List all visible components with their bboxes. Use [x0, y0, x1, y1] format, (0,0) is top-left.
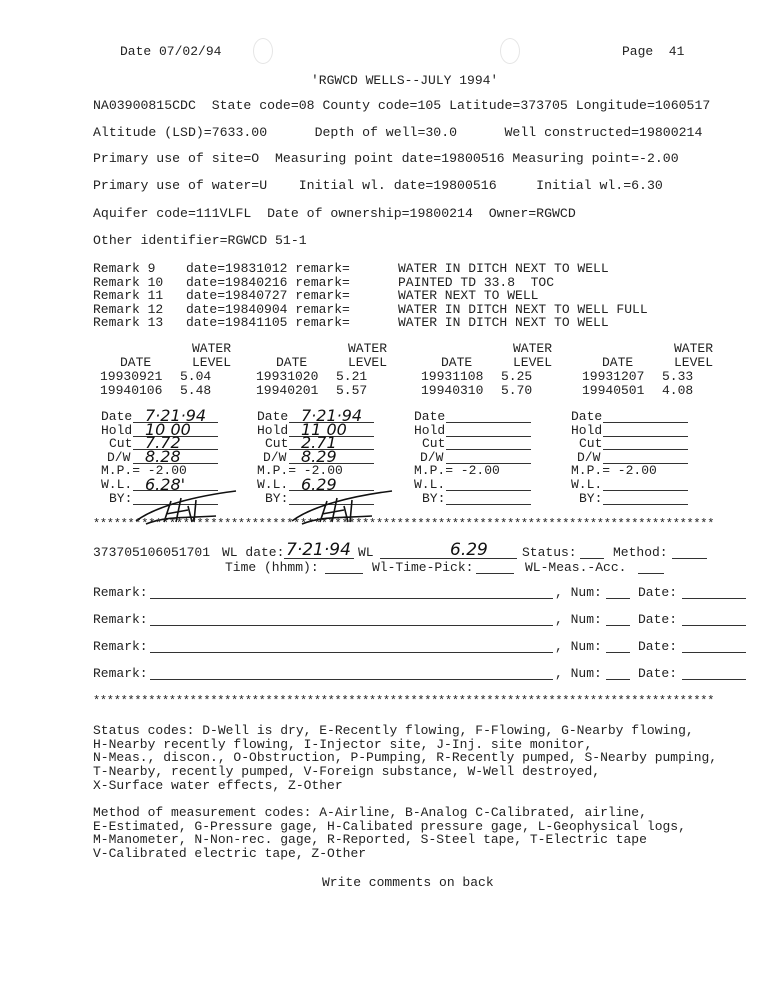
wl-field[interactable] [380, 558, 517, 559]
remark-line-label: Remark: [93, 639, 148, 654]
wl-field[interactable] [446, 490, 531, 491]
remark-text: WATER IN DITCH NEXT TO WELL [398, 261, 609, 276]
remark-date: date=19840727 remark= [186, 288, 350, 304]
remark-line-label: Remark: [93, 666, 148, 681]
separator: ****************************************************************************************** [93, 518, 715, 531]
remark-input[interactable] [150, 598, 553, 599]
history-level: 5.04 [180, 369, 212, 384]
history-date: 19940106 [100, 383, 163, 398]
date-label: Date: [638, 585, 678, 600]
entry-hold: 10 00 [145, 419, 191, 439]
remark-line-label: Remark: [93, 585, 148, 600]
cut-field[interactable] [446, 449, 531, 450]
date-input[interactable] [682, 625, 746, 626]
remark-label: Remark 9 [93, 261, 156, 276]
history-level: 5.57 [336, 383, 368, 398]
remark-input[interactable] [150, 652, 553, 653]
col-header-water: WATER [674, 341, 714, 356]
label-cut: Cut [422, 436, 446, 451]
history-date: 19931207 [582, 369, 645, 384]
date-label: Date: [638, 666, 678, 681]
col-header-level: LEVEL [348, 355, 388, 370]
label-date: Date [101, 409, 133, 424]
separator: ****************************************************************************************** [93, 695, 715, 708]
footer-note: Write comments on back [322, 875, 494, 890]
label-mp: M.P.= -2.00 [414, 463, 500, 478]
history-date: 19940201 [256, 383, 319, 398]
status-field[interactable] [580, 558, 604, 559]
by-field[interactable] [446, 504, 531, 505]
col-header-water: WATER [192, 341, 232, 356]
history-date: 19940501 [582, 383, 645, 398]
history-level: 5.33 [662, 369, 694, 384]
remark-label: Remark 11 [93, 288, 164, 304]
label-hold: Hold [414, 422, 446, 438]
site-line-6: Other identifier=RGWCD 51-1 [93, 233, 307, 248]
remark-label: Remark 13 [93, 315, 164, 331]
cut-field[interactable] [603, 449, 688, 450]
site-line-3: Primary use of site=O Measuring point date=19800516 Measuring point=-2.00 [93, 151, 679, 166]
pick-field[interactable] [476, 573, 514, 574]
page-number: Page 41 [622, 44, 685, 59]
col-header-level: LEVEL [192, 355, 232, 370]
print-date: Date 07/02/94 [120, 44, 222, 59]
history-date: 19940310 [421, 383, 484, 398]
col-header-date: DATE [602, 355, 634, 370]
label-dw: D/W [107, 449, 131, 465]
label-cut: Cut [109, 436, 133, 451]
status-code-line: H-Nearby recently flowing, I-Injector site, J-Inj. site monitor, [93, 736, 593, 752]
remark-text: PAINTED TD 33.8 TOC [398, 274, 555, 290]
date-label: Date: [638, 612, 678, 627]
site-line-5: Aquifer code=111VLFL Date of ownership=19800214 Owner=RGWCD [93, 206, 576, 221]
method-field[interactable] [672, 558, 707, 559]
status-code-line: X-Surface water effects, Z-Other [93, 777, 343, 793]
label-by: BY: [422, 491, 446, 506]
remark-label: Remark 12 [93, 301, 164, 317]
date-input[interactable] [682, 679, 746, 680]
hold-field[interactable] [446, 436, 531, 437]
status-code-line: Status codes: D-Well is dry, E-Recently flowing, F-Flowing, G-Nearby flowing, [93, 723, 694, 738]
label-hold: Hold [257, 422, 289, 438]
remark-date: date=19840216 remark= [186, 274, 350, 290]
label-dw: D/W [577, 449, 601, 465]
date-input[interactable] [682, 598, 746, 599]
history-date: 19931108 [421, 369, 484, 384]
label-wl: W.L. [414, 477, 446, 492]
punch-hole [253, 38, 273, 64]
entry-dw: 8.28 [145, 446, 181, 466]
remark-input[interactable] [150, 679, 553, 680]
wl-date-label: WL date: [222, 545, 285, 560]
date-field[interactable] [446, 422, 531, 423]
history-level: 4.08 [662, 383, 694, 398]
date-label: Date: [638, 639, 678, 654]
num-input[interactable] [606, 598, 630, 599]
label-mp: M.P.= -2.00 [571, 463, 657, 478]
history-level: 5.21 [336, 369, 368, 384]
remark-text: WATER NEXT TO WELL [398, 288, 539, 304]
num-label: , Num: [555, 585, 602, 600]
page-title: 'RGWCD WELLS--JULY 1994' [311, 73, 499, 88]
method-code-line: V-Calibrated electric tape, Z-Other [93, 846, 367, 862]
status-code-line: N-Meas., discon., O-Obstruction, P-Pumping, R-Recently pumped, S-Nearby pumping, [93, 750, 718, 766]
wl-label: WL [358, 545, 374, 560]
entry-wl: 6.28' [145, 475, 186, 494]
col-header-level: LEVEL [674, 355, 714, 370]
time-label: Time (hhmm): [225, 560, 319, 575]
entry-wl: 6.29 [301, 475, 337, 494]
label-wl: W.L. [571, 477, 603, 492]
num-label: , Num: [555, 666, 602, 681]
history-level: 5.48 [180, 383, 212, 398]
site-line-4: Primary use of water=U Initial wl. date=19800516 Initial wl.=6.30 [93, 178, 663, 193]
remark-date: date=19841105 remark= [186, 315, 350, 331]
punch-hole [500, 38, 520, 64]
history-date: 19930921 [100, 369, 163, 384]
method-label: Method: [613, 545, 668, 560]
remark-date: date=19831012 remark= [186, 261, 350, 276]
history-date: 19931020 [256, 369, 319, 384]
by-field[interactable] [603, 504, 688, 505]
entry-date: 7·21·94 [145, 406, 207, 425]
remark-date: date=19840904 remark= [186, 301, 350, 317]
col-header-date: DATE [276, 355, 308, 370]
wl-date-value: 7·21·94 [286, 540, 351, 560]
date-input[interactable] [682, 652, 746, 653]
remark-input[interactable] [150, 625, 553, 626]
label-by: BY: [109, 491, 133, 506]
hold-field[interactable] [603, 436, 688, 437]
num-input[interactable] [606, 625, 630, 626]
col-header-water: WATER [513, 341, 553, 356]
remark-text: WATER IN DITCH NEXT TO WELL [398, 315, 609, 331]
label-date: Date [571, 409, 603, 424]
num-label: , Num: [555, 639, 602, 654]
label-wl: W.L. [101, 477, 133, 492]
pick-label: Wl-Time-Pick: [372, 560, 474, 575]
site-line-2: Altitude (LSD)=7633.00 Depth of well=30.0 Well constructed=19800214 [93, 125, 703, 140]
wl-value: 6.29 [450, 540, 488, 560]
wl-field[interactable] [603, 490, 688, 491]
acc-label: WL-Meas.-Acc. [525, 560, 627, 575]
label-date: Date [257, 409, 289, 424]
col-header-date: DATE [120, 355, 152, 370]
label-by: BY: [579, 491, 603, 506]
num-input[interactable] [606, 652, 630, 653]
label-hold: Hold [571, 422, 603, 438]
site-line-1: NA03900815CDC State code=08 County code=105 Latitude=373705 Longitude=1060517 [93, 98, 711, 113]
status-code-line: T-Nearby, recently pumped, V-Foreign substance, W-Well destroyed, [93, 764, 601, 780]
remark-text: WATER IN DITCH NEXT TO WELL FULL [398, 301, 648, 317]
col-header-water: WATER [348, 341, 388, 356]
entry-cut: 7.72 [145, 433, 181, 452]
history-level: 5.25 [501, 369, 533, 384]
method-code-line: E-Estimated, G-Pressure gage, H-Calibated pressure gage, L-Geophysical logs, [93, 818, 686, 834]
entry-cut: 2.71 [301, 433, 337, 452]
label-hold: Hold [101, 422, 133, 438]
label-wl: W.L. [257, 477, 289, 492]
date-field[interactable] [603, 422, 688, 423]
label-mp: M.P.= -2.00 [101, 463, 187, 478]
remark-label: Remark 10 [93, 274, 164, 290]
label-dw: D/W [420, 449, 444, 465]
status-label: Status: [522, 545, 577, 560]
label-cut: Cut [265, 436, 289, 451]
history-level: 5.70 [501, 383, 533, 398]
entry-date: 7·21·94 [301, 406, 363, 425]
site-id: 373705106051701 [93, 545, 211, 560]
acc-field[interactable] [638, 573, 664, 574]
label-by: BY: [265, 491, 289, 506]
method-code-line: Method of measurement codes: A-Airline, B-Analog C-Calibrated, airline, [93, 805, 647, 820]
num-label: , Num: [555, 612, 602, 627]
num-input[interactable] [606, 679, 630, 680]
entry-hold: 11 00 [301, 419, 347, 439]
label-dw: D/W [263, 449, 287, 465]
method-code-line: M-Manometer, N-Non-rec. gage, R-Reported, S-Steel tape, T-Electric tape [93, 832, 647, 848]
label-mp: M.P.= -2.00 [257, 463, 343, 478]
col-header-date: DATE [441, 355, 473, 370]
time-field[interactable] [325, 573, 363, 574]
entry-dw: 8.29 [301, 446, 337, 466]
label-date: Date [414, 409, 446, 424]
label-cut: Cut [579, 436, 603, 451]
remark-line-label: Remark: [93, 612, 148, 627]
col-header-level: LEVEL [513, 355, 553, 370]
